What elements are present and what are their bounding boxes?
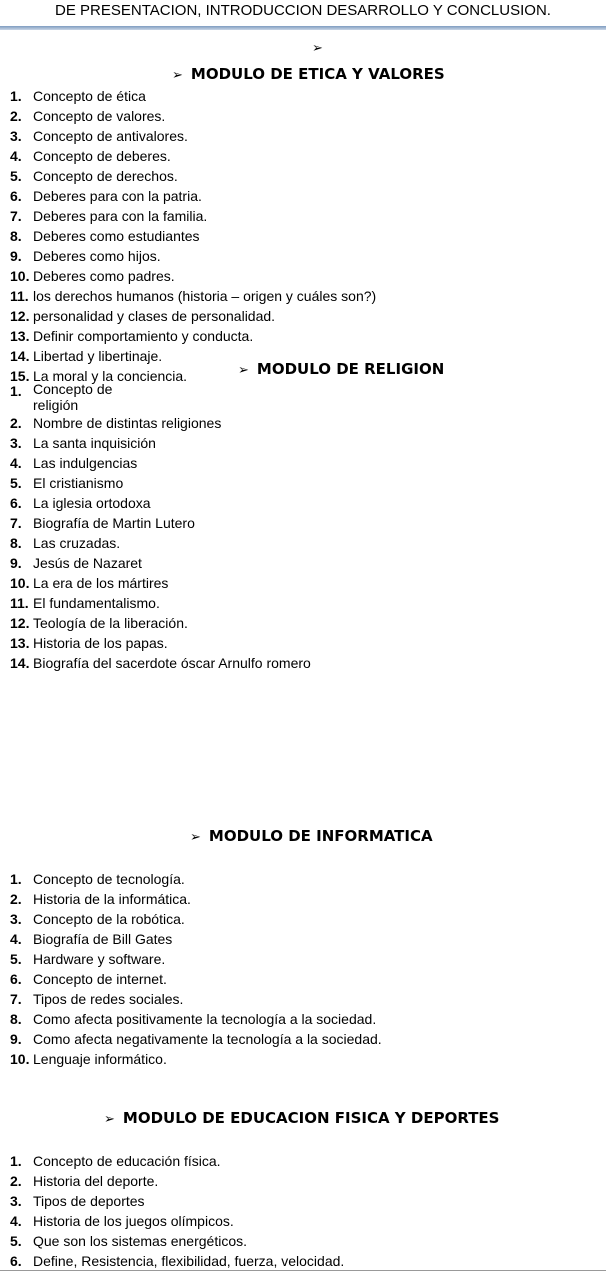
informatica-list	[10, 869, 382, 1069]
list-item	[10, 306, 376, 326]
item-number: 5.	[10, 951, 22, 967]
list-item	[10, 453, 311, 473]
list-item	[10, 473, 311, 493]
item-number: 11.	[10, 288, 29, 304]
item-text: Deberes como padres.	[33, 268, 175, 284]
item-text: Historia de la informática.	[33, 891, 191, 907]
list-item	[10, 433, 311, 453]
religion-list	[10, 381, 311, 673]
list-item	[10, 226, 376, 246]
section-heading-etica	[172, 65, 445, 83]
list-item	[10, 1029, 382, 1049]
item-number: 12.	[10, 615, 30, 631]
list-item	[10, 633, 311, 653]
section-heading-educacion-fisica	[104, 1109, 499, 1127]
item-number: 5.	[10, 475, 22, 491]
item-text: Deberes como hijos.	[33, 248, 161, 264]
item-text: Concepto de valores.	[33, 108, 166, 124]
item-number: 13.	[10, 635, 30, 651]
item-number: 1.	[10, 383, 22, 399]
list-item	[10, 166, 376, 186]
list-item	[10, 909, 382, 929]
item-text: Concepto de educación física.	[33, 1153, 221, 1169]
item-number: 7.	[10, 515, 22, 531]
item-text: Biografía del sacerdote óscar Arnulfo romero	[33, 655, 311, 671]
list-item	[10, 381, 311, 413]
educacion-fisica-list	[10, 1151, 344, 1271]
item-number: 1.	[10, 1153, 22, 1169]
item-number: 9.	[10, 555, 22, 571]
header-text: DE PRESENTACION, INTRODUCCION DESARROLLO Y CONCLUSION.	[55, 2, 551, 19]
item-number: 4.	[10, 931, 22, 947]
item-text: los derechos humanos (historia – origen y cuáles son?)	[33, 288, 377, 304]
list-item	[10, 1191, 344, 1211]
item-number: 2.	[10, 415, 22, 431]
list-item	[10, 1171, 344, 1191]
item-number: 6.	[10, 188, 22, 204]
arrow-bullet-icon: ➢	[104, 1112, 115, 1127]
list-item	[10, 126, 376, 146]
list-item	[10, 286, 376, 306]
item-number: 5.	[10, 1233, 22, 1249]
item-text: Biografía de Bill Gates	[33, 931, 173, 947]
list-item	[10, 326, 376, 346]
arrow-bullet-icon: ➢	[190, 830, 201, 845]
item-number: 3.	[10, 128, 22, 144]
list-item	[10, 266, 376, 286]
page-bottom-divider	[0, 1270, 606, 1271]
item-text: Concepto de deberes.	[33, 148, 171, 164]
item-text: Jesús de Nazaret	[33, 555, 142, 571]
item-text: Historia del deporte.	[33, 1173, 159, 1189]
item-text: Concepto de tecnología.	[33, 871, 185, 887]
item-number: 7.	[10, 991, 22, 1007]
item-text: personalidad y clases de personalidad.	[33, 308, 276, 324]
item-number: 12.	[10, 308, 30, 324]
item-number: 7.	[10, 208, 22, 224]
item-text: Lenguaje informático.	[33, 1051, 167, 1067]
list-item	[10, 86, 376, 106]
item-text: La era de los mártires	[33, 575, 169, 591]
item-text: Nombre de distintas religiones	[33, 415, 222, 431]
list-item	[10, 206, 376, 226]
list-item	[10, 573, 311, 593]
item-number: 2.	[10, 891, 22, 907]
item-text: Biografía de Martin Lutero	[33, 515, 195, 531]
item-number: 1.	[10, 88, 22, 104]
list-item	[10, 146, 376, 166]
item-text: Deberes para con la familia.	[33, 208, 208, 224]
list-item	[10, 533, 311, 553]
list-item	[10, 989, 382, 1009]
section-title: MODULO DE EDUCACION FISICA Y DEPORTES	[122, 1109, 500, 1127]
item-number: 2.	[10, 108, 22, 124]
section-title: MODULO DE INFORMATICA	[208, 827, 433, 845]
section-title: MODULO DE ETICA Y VALORES	[190, 65, 445, 83]
item-number: 1.	[10, 871, 22, 887]
item-text: Deberes para con la patria.	[33, 188, 202, 204]
item-text: Historia de los papas.	[33, 635, 168, 651]
item-text: Como afecta positivamente la tecnología a la sociedad.	[33, 1011, 377, 1027]
item-text: Las indulgencias	[33, 455, 138, 471]
item-number: 8.	[10, 228, 22, 244]
item-text: Definir comportamiento y conducta.	[33, 328, 254, 344]
item-text: Concepto de derechos.	[33, 168, 178, 184]
item-text: Concepto de la robótica.	[33, 911, 185, 927]
item-number: 9.	[10, 248, 22, 264]
item-text: Concepto de ética	[33, 88, 146, 104]
item-text: La santa inquisición	[33, 435, 156, 451]
item-number: 10.	[10, 575, 30, 591]
item-number: 13.	[10, 328, 30, 344]
section-title: MODULO DE RELIGION	[256, 360, 445, 378]
item-text: Que son los sistemas energéticos.	[33, 1233, 247, 1249]
item-number: 2.	[10, 1173, 22, 1189]
item-number: 15.	[10, 368, 30, 384]
item-text: Concepto de religión	[33, 381, 113, 413]
item-number: 9.	[10, 1031, 22, 1047]
list-item	[10, 593, 311, 613]
list-item	[10, 929, 382, 949]
item-number: 5.	[10, 168, 22, 184]
item-text: Concepto de antivalores.	[33, 128, 188, 144]
arrow-bullet-icon: ➢	[238, 363, 249, 378]
header-divider	[0, 26, 606, 30]
item-text: Deberes como estudiantes	[33, 228, 200, 244]
item-number: 6.	[10, 495, 22, 511]
item-text: El fundamentalismo.	[33, 595, 160, 611]
list-item	[10, 869, 382, 889]
item-number: 10.	[10, 268, 30, 284]
list-item	[10, 106, 376, 126]
item-text: Hardware y software.	[33, 951, 166, 967]
page-header	[0, 0, 606, 28]
item-text: Teología de la liberación.	[33, 615, 188, 631]
section-heading-religion	[238, 360, 444, 378]
list-item	[10, 186, 376, 206]
item-number: 11.	[10, 595, 29, 611]
list-item	[10, 493, 311, 513]
item-text: Historia de los juegos olímpicos.	[33, 1213, 234, 1229]
item-number: 8.	[10, 535, 22, 551]
item-text: Tipos de redes sociales.	[33, 991, 184, 1007]
item-text: Concepto de internet.	[33, 971, 167, 987]
item-text: Define, Resistencia, flexibilidad, fuerza, velocidad.	[33, 1253, 345, 1269]
list-item	[10, 1251, 344, 1271]
section-heading-informatica	[190, 827, 433, 845]
list-item	[10, 1009, 382, 1029]
list-item	[10, 1231, 344, 1251]
list-item	[10, 413, 311, 433]
list-item	[10, 513, 311, 533]
item-number: 3.	[10, 435, 22, 451]
item-number: 14.	[10, 348, 30, 364]
list-item	[10, 246, 376, 266]
item-number: 6.	[10, 971, 22, 987]
list-item	[10, 889, 382, 909]
item-number: 4.	[10, 455, 22, 471]
etica-list	[10, 86, 376, 386]
item-text: Libertad y libertinaje.	[33, 348, 163, 364]
item-text: El cristianismo	[33, 475, 124, 491]
item-number: 3.	[10, 1193, 22, 1209]
arrow-bullet-icon: ➢	[312, 40, 323, 55]
item-number: 8.	[10, 1011, 22, 1027]
arrow-bullet-icon: ➢	[172, 68, 183, 83]
list-item	[10, 553, 311, 573]
item-number: 6.	[10, 1253, 22, 1269]
item-number: 4.	[10, 1213, 22, 1229]
list-item	[10, 949, 382, 969]
item-number: 14.	[10, 655, 30, 671]
list-item	[10, 969, 382, 989]
item-text: Tipos de deportes	[33, 1193, 145, 1209]
list-item	[10, 1049, 382, 1069]
item-text: La moral y la conciencia.	[33, 368, 188, 384]
list-item	[10, 1151, 344, 1171]
item-number: 10.	[10, 1051, 30, 1067]
item-number: 4.	[10, 148, 22, 164]
list-item	[10, 613, 311, 633]
item-text: Las cruzadas.	[33, 535, 121, 551]
item-text: La iglesia ortodoxa	[33, 495, 151, 511]
list-item	[10, 1211, 344, 1231]
item-text: Como afecta negativamente la tecnología a la sociedad.	[33, 1031, 382, 1047]
list-item	[10, 653, 311, 673]
item-number: 3.	[10, 911, 22, 927]
